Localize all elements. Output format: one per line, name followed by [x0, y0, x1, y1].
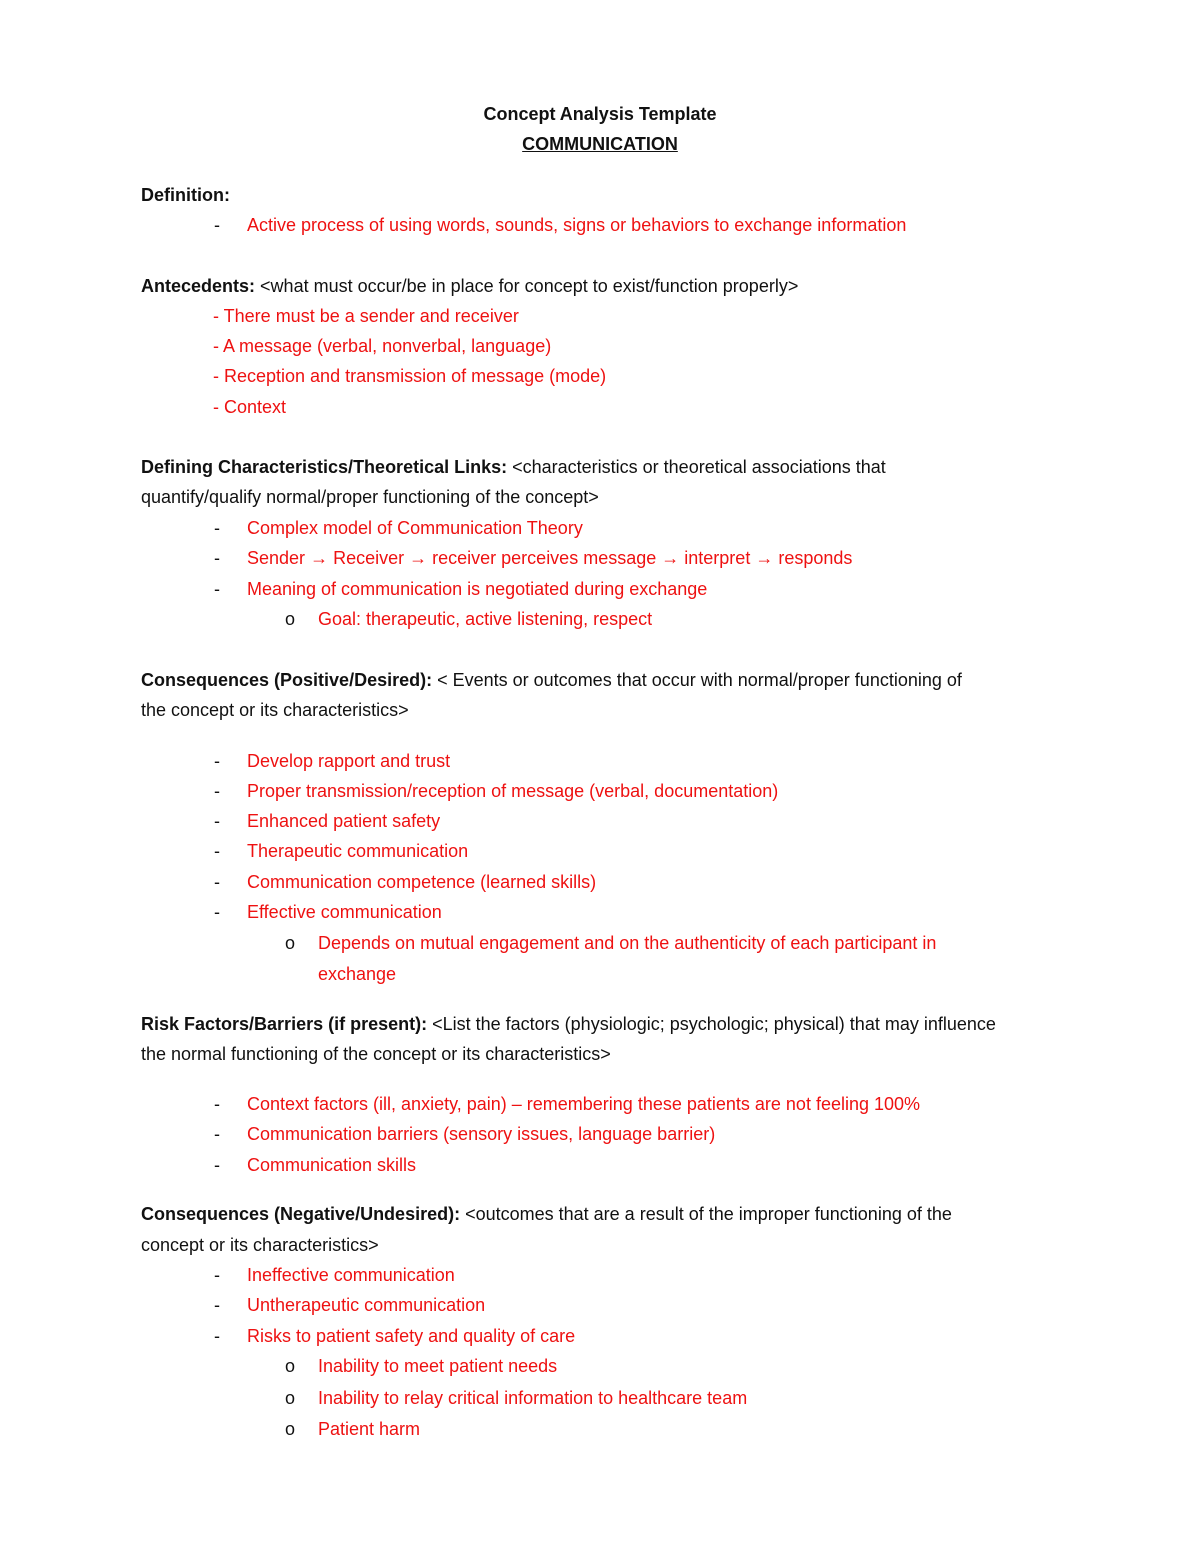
defining-heading: Defining Characteristics/Theoretical Links:	[141, 457, 508, 477]
dash-bullet: -	[214, 902, 220, 922]
negative-prompt-1: <outcomes that are a result of the improper functioning of the	[465, 1204, 952, 1224]
positive-prompt-1: < Events or outcomes that occur with normal/proper functioning of	[437, 670, 962, 690]
negative-heading: Consequences (Negative/Undesired):	[141, 1204, 461, 1224]
flow-step-receiver: Receiver	[333, 548, 405, 568]
definition-heading: Definition:	[141, 185, 230, 205]
sub-bullet: o	[285, 1419, 296, 1439]
sub-bullet: o	[285, 1356, 296, 1376]
positive-item-text: Communication competence (learned skills)	[247, 872, 597, 892]
flow-step-interpret: interpret	[684, 548, 751, 568]
defining-prompt-1: <characteristics or theoretical associations that	[512, 457, 886, 477]
positive-sub-text-cont: exchange	[318, 964, 397, 984]
dash-bullet: -	[214, 1094, 220, 1114]
flow-step-sender: Sender	[247, 548, 306, 568]
positive-sub-text: Depends on mutual engagement and on the authenticity of each participant in	[318, 933, 937, 953]
dash-bullet: -	[214, 751, 220, 771]
communication-flow	[247, 547, 852, 569]
risk-prompt-1: <List the factors (physiologic; psychologic; physical) that may influence	[432, 1014, 996, 1034]
sub-bullet: o	[285, 933, 296, 953]
antecedents-heading: Antecedents:	[141, 276, 256, 296]
arrow-right-icon: →	[409, 548, 428, 568]
risk-line-1	[141, 1013, 996, 1035]
negative-sub-text: Inability to relay critical information to healthcare team	[318, 1388, 748, 1408]
negative-sub-text: Patient harm	[318, 1419, 421, 1439]
risk-item-text: Context factors (ill, anxiety, pain) – remembering these patients are not feeling 100%	[247, 1094, 921, 1114]
arrow-right-icon: →	[310, 548, 329, 568]
dash-bullet: -	[214, 1295, 220, 1315]
negative-item-text: Untherapeutic communication	[247, 1295, 486, 1315]
dash-bullet: -	[214, 781, 220, 801]
defining-sub-text: Goal: therapeutic, active listening, respect	[318, 609, 653, 629]
antecedents-prompt: <what must occur/be in place for concept to exist/function properly>	[260, 276, 799, 296]
antecedent-item: - A message (verbal, nonverbal, language)	[213, 336, 552, 356]
positive-item-text: Enhanced patient safety	[247, 811, 441, 831]
risk-item-text: Communication barriers (sensory issues, language barrier)	[247, 1124, 716, 1144]
positive-heading: Consequences (Positive/Desired):	[141, 670, 433, 690]
negative-item-text: Risks to patient safety and quality of care	[247, 1326, 576, 1346]
antecedents-line	[141, 275, 798, 297]
positive-item-text: Develop rapport and trust	[247, 751, 451, 771]
negative-line-1	[141, 1203, 952, 1225]
positive-prompt-2: the concept or its characteristics>	[141, 700, 409, 720]
sub-bullet: o	[285, 1388, 296, 1408]
dash-bullet: -	[214, 579, 220, 599]
risk-prompt-2: the normal functioning of the concept or its characteristics>	[141, 1044, 611, 1064]
antecedent-item: - Reception and transmission of message (mode)	[213, 366, 607, 386]
dash-bullet: -	[214, 548, 220, 568]
positive-line-1	[141, 669, 962, 691]
sub-bullet: o	[285, 609, 296, 629]
dash-bullet: -	[214, 1124, 220, 1144]
antecedent-item: - Context	[213, 397, 287, 417]
defining-prompt-2: quantify/qualify normal/proper functioning of the concept>	[141, 487, 599, 507]
positive-item-text: Therapeutic communication	[247, 841, 469, 861]
negative-prompt-2: concept or its characteristics>	[141, 1235, 379, 1255]
dash-bullet: -	[214, 1155, 220, 1175]
risk-item-text: Communication skills	[247, 1155, 417, 1175]
arrow-right-icon: →	[661, 548, 680, 568]
document-title: Concept Analysis Template	[483, 104, 717, 124]
defining-item-text: Complex model of Communication Theory	[247, 518, 583, 538]
positive-item-text: Proper transmission/reception of message (verbal, documentation)	[247, 781, 779, 801]
dash-bullet: -	[214, 1265, 220, 1285]
dash-bullet: -	[214, 872, 220, 892]
flow-step-perceives: receiver perceives message	[432, 548, 657, 568]
negative-item-text: Ineffective communication	[247, 1265, 455, 1285]
dash-bullet: -	[214, 215, 220, 235]
dash-bullet: -	[214, 841, 220, 861]
definition-text: Active process of using words, sounds, signs or behaviors to exchange information	[247, 215, 907, 235]
defining-item-text: Meaning of communication is negotiated during exchange	[247, 579, 708, 599]
document-subtitle: COMMUNICATION	[522, 134, 678, 154]
arrow-right-icon: →	[755, 548, 774, 568]
risk-heading: Risk Factors/Barriers (if present):	[141, 1014, 428, 1034]
dash-bullet: -	[214, 518, 220, 538]
dash-bullet: -	[214, 1326, 220, 1346]
dash-bullet: -	[214, 811, 220, 831]
negative-sub-text: Inability to meet patient needs	[318, 1356, 558, 1376]
defining-line-1	[141, 456, 886, 478]
antecedent-item: - There must be a sender and receiver	[213, 306, 519, 326]
flow-step-responds: responds	[778, 548, 853, 568]
positive-item-text: Effective communication	[247, 902, 442, 922]
